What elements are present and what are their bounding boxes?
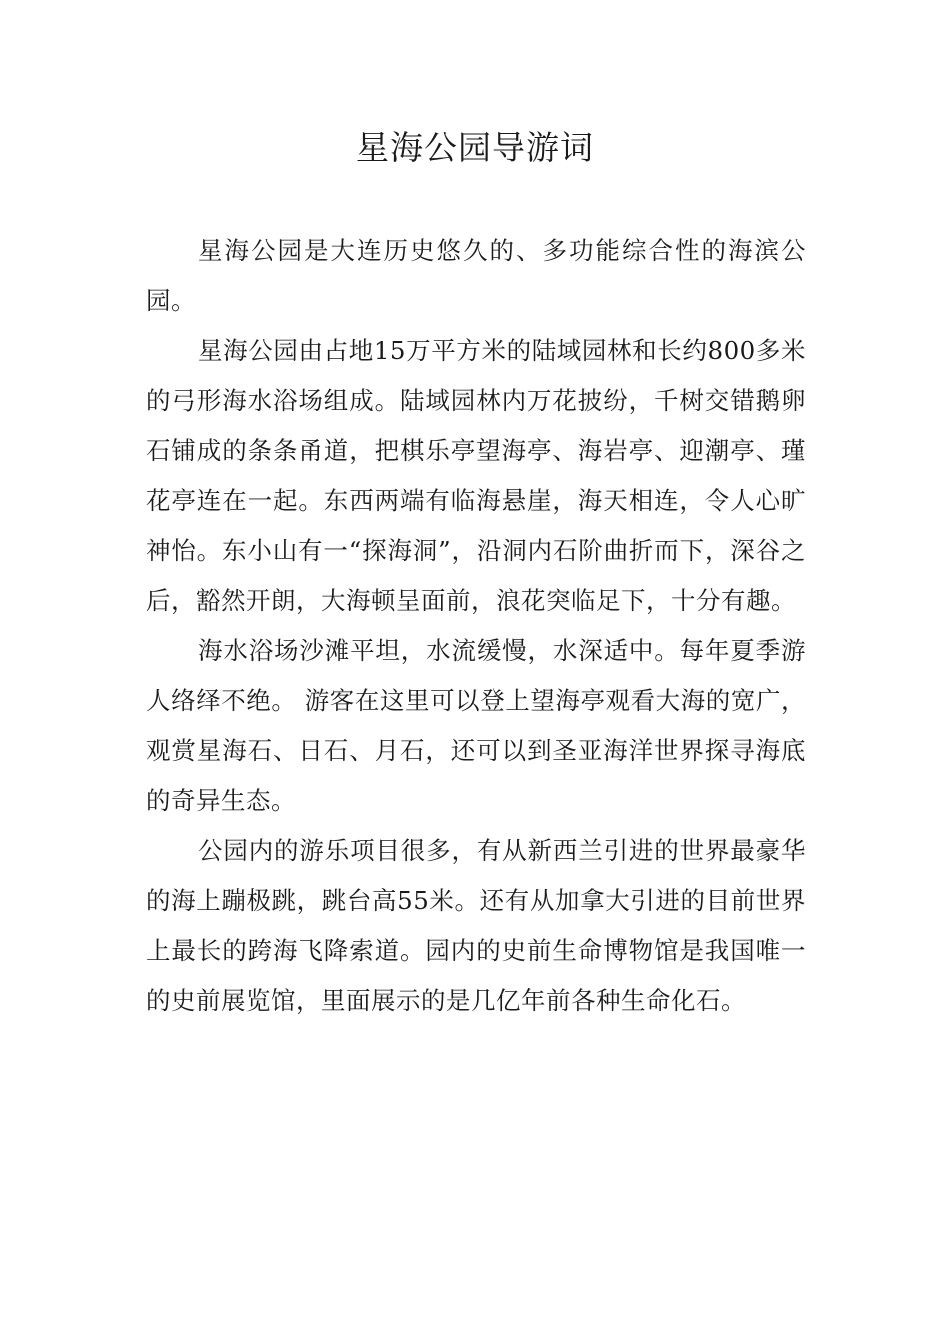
paragraph-4: 公园内的游乐项目很多，有从新西兰引进的世界最豪华的海上蹦极跳，跳台高55米。还有从加拿大引进的目前世界上最长的跨海飞降索道。园内的史前生命博物馆是我国唯一的史前展览馆，里面展示的是几亿年前各种生命化石。 — [146, 836, 806, 1015]
paragraph-1: 星海公园是大连历史悠久的、多功能综合性的海滨公园。 — [146, 236, 806, 315]
document-body — [146, 226, 806, 1026]
document-title: 星海公园导游词 — [356, 128, 594, 167]
paragraph-2: 星海公园由占地15万平方米的陆域园林和长约800多米的弓形海水浴场组成。陆域园林内万花披纷，千树交错鹅卵石铺成的条条甬道，把棋乐亭望海亭、海岩亭、迎潮亭、瑾花亭连在一起。东西两端有临海悬崖，海天相连，令人心旷神怡。东小山有一“探海洞”，沿洞内石阶曲折而下，深谷之后，豁然开朗，大海顿呈面前，浪花突临足下，十分有趣。 — [146, 336, 806, 615]
paragraph-3: 海水浴场沙滩平坦，水流缓慢，水深适中。每年夏季游人络绎不绝。 游客在这里可以登上望海亭观看大海的宽广，观赏星海石、日石、月石，还可以到圣亚海洋世界探寻海底的奇异生态。 — [146, 636, 806, 815]
